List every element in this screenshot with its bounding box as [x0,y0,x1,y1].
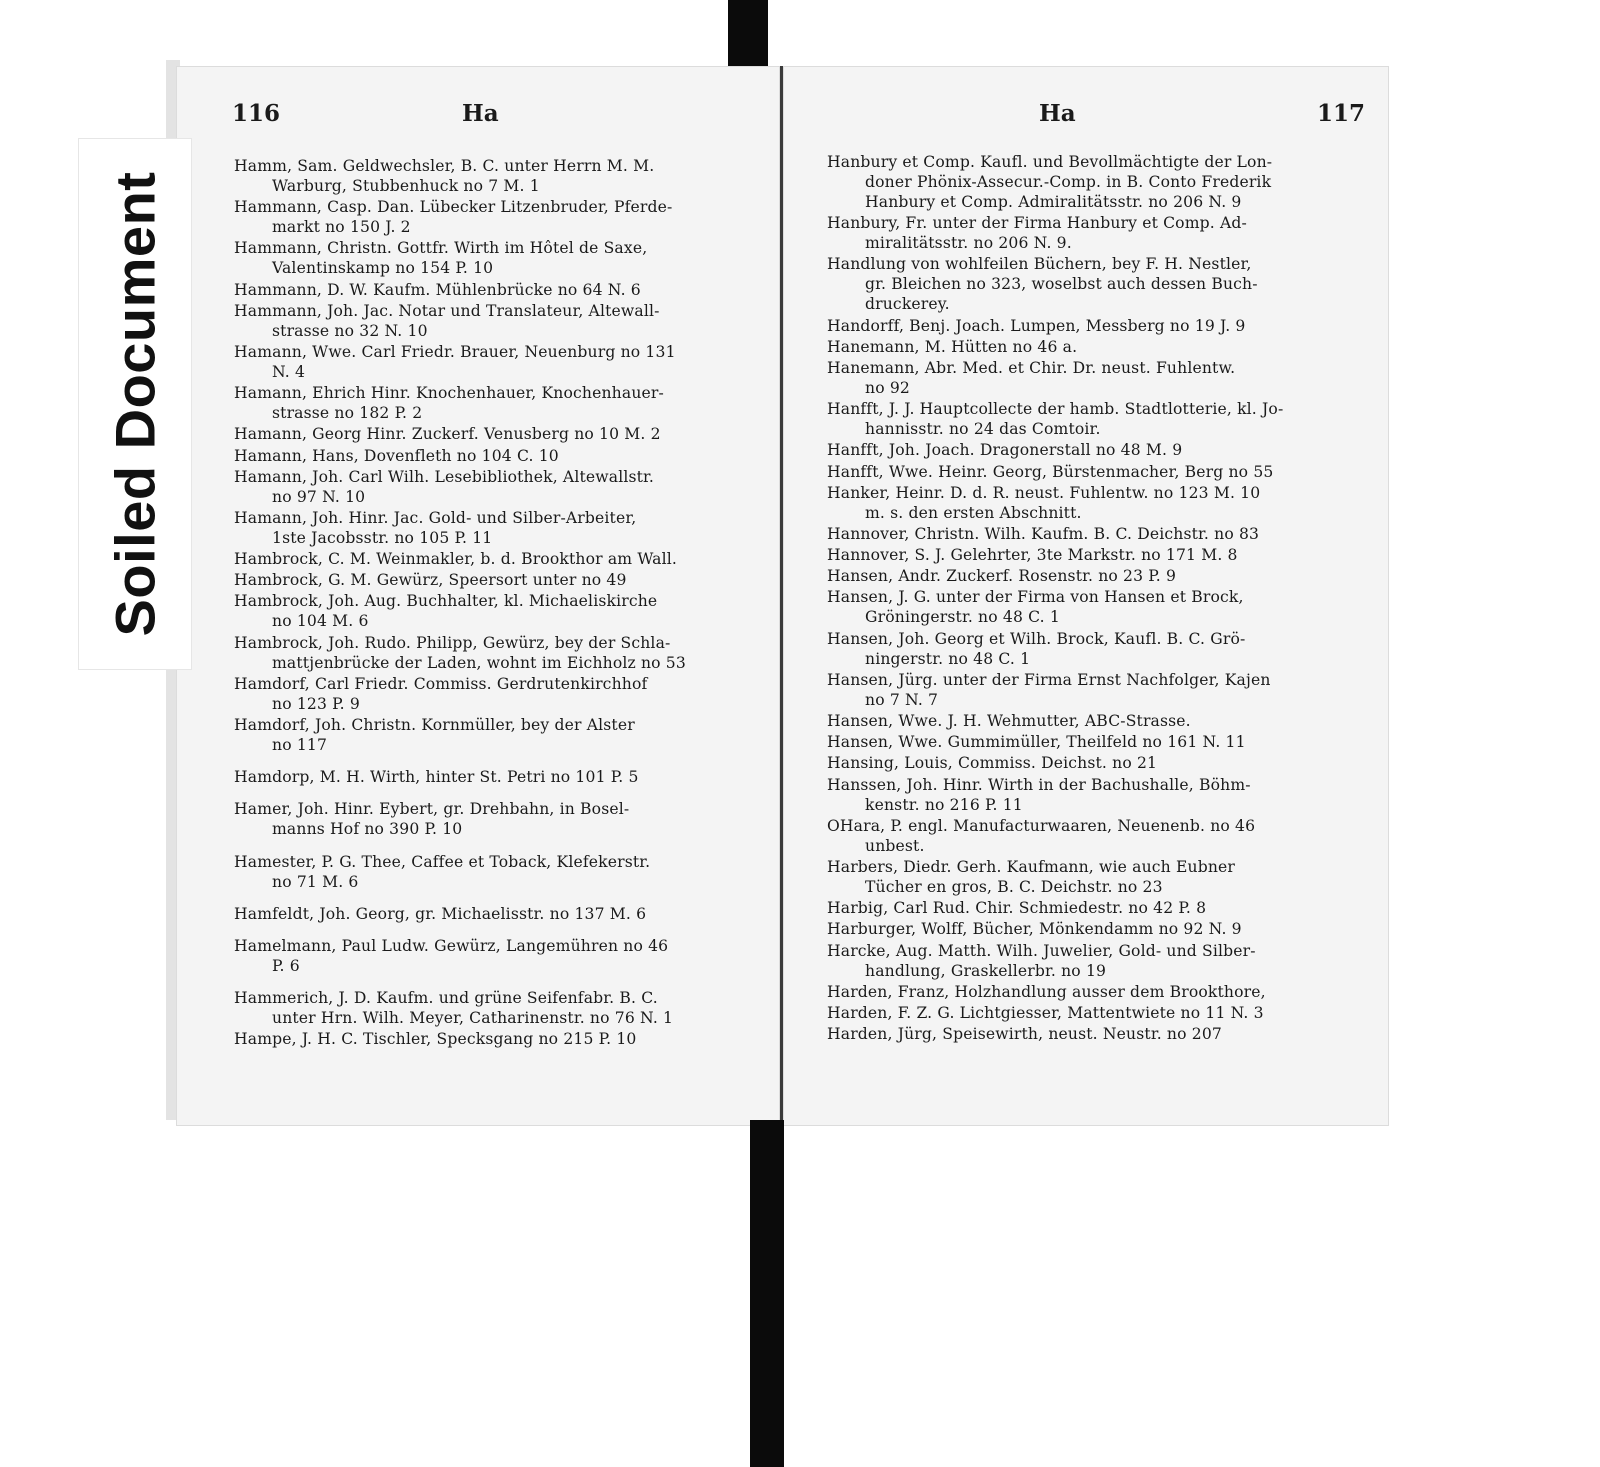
entry-line: Hanker, Heinr. D. d. R. neust. Fuhlentw. no 123 M. 10 [827,483,1261,502]
entry-line: Hambrock, C. M. Weinmakler, b. d. Brookthor am Wall. [234,550,677,569]
entry-line: Hammann, Joh. Jac. Notar und Translateur, Altewall- [234,301,660,320]
entry-line: Hannover, Christn. Wilh. Kaufm. B. C. Deichstr. no 83 [827,524,1260,543]
right-page-header: Ha [1039,100,1076,127]
entry-line: Hansen, Joh. Georg et Wilh. Brock, Kaufl. B. C. Grö- [827,629,1246,648]
directory-entry [234,591,744,631]
entry-line: Hammerich, J. D. Kaufm. und grüne Seifenfabr. B. C. [234,989,658,1008]
entry-continuation: Valentinskamp no 154 P. 10 [272,259,494,278]
directory-entry [234,342,744,382]
directory-entry [827,254,1359,314]
directory-entry [827,483,1359,523]
directory-entry [827,775,1359,815]
entry-line: Harden, Franz, Holzhandlung ausser dem Brookthore, [827,982,1266,1001]
entry-line: Hanfft, Joh. Joach. Dragonerstall no 48 M. 9 [827,441,1183,460]
directory-entry [234,301,744,341]
directory-entry [827,1024,1359,1044]
entry-line: Harburger, Wolff, Bücher, Mönkendamm no 92 N. 9 [827,920,1242,939]
entry-line: Harden, Jürg, Speisewirth, neust. Neustr. no 207 [827,1025,1222,1044]
entry-line: Hamer, Joh. Hinr. Eybert, gr. Drehbahn, in Bosel- [234,800,630,819]
entry-spacer [234,893,744,904]
entry-line: Hansen, Andr. Zuckerf. Rosenstr. no 23 P. 9 [827,567,1177,586]
entry-continuation: 1ste Jacobsstr. no 105 P. 11 [272,528,493,547]
entry-continuation: druckerey. [865,295,950,314]
entry-line: Hammann, Christn. Gottfr. Wirth im Hôtel de Saxe, [234,239,648,258]
entry-line: Hammann, D. W. Kaufm. Mühlenbrücke no 64 N. 6 [234,280,641,299]
entry-line: Hamann, Wwe. Carl Friedr. Brauer, Neuenburg no 131 [234,342,676,361]
entry-line: Handlung von wohlfeilen Büchern, bey F. H. Nestler, [827,255,1252,274]
directory-entry [827,587,1359,627]
spine-marker-bottom [750,1120,784,1467]
right-page [783,66,1389,1126]
directory-entry [234,446,744,466]
entry-line: Hanssen, Joh. Hinr. Wirth in der Bachushalle, Böhm- [827,775,1251,794]
directory-entry [234,156,744,196]
directory-entry [827,711,1359,731]
entry-continuation: m. s. den ersten Abschnitt. [865,503,1082,522]
left-page-number: 116 [232,100,281,127]
directory-entry [234,197,744,237]
entry-line: Hamann, Hans, Dovenfleth no 104 C. 10 [234,446,559,465]
entry-line: Hammann, Casp. Dan. Lübecker Litzenbruder, Pferde- [234,198,673,217]
entry-continuation: N. 4 [272,362,306,381]
directory-entry [234,280,744,300]
soiled-document-label: Soiled Document [103,171,167,637]
directory-entry [827,566,1359,586]
entry-line: Hanfft, J. J. Hauptcollecte der hamb. Stadtlotterie, kl. Jo- [827,400,1284,419]
entry-line: Hamann, Joh. Hinr. Jac. Gold- und Silber-Arbeiter, [234,508,637,527]
directory-entry [827,753,1359,773]
entry-continuation: Hanbury et Comp. Admiralitätsstr. no 206 N. 9 [865,193,1242,211]
entry-continuation: handlung, Graskellerbr. no 19 [865,961,1107,980]
entry-line: Hanbury et Comp. Kaufl. und Bevollmächtigte der Lon- [827,153,1273,171]
entry-line: Hambrock, Joh. Rudo. Philipp, Gewürz, bey der Schla- [234,633,671,652]
entry-spacer [234,925,744,936]
entry-continuation: no 104 M. 6 [272,612,369,631]
entry-line: Hansen, J. G. unter der Firma von Hansen et Brock, [827,588,1244,607]
entry-line: Hamann, Ehrich Hinr. Knochenhauer, Knochenhauer- [234,384,664,403]
directory-entry [827,399,1359,439]
entry-continuation: mattjenbrücke der Laden, wohnt im Eichholz no 53 [272,653,686,672]
directory-entry [234,1029,744,1049]
directory-entry [827,462,1359,482]
entry-continuation: Warburg, Stubbenhuck no 7 M. 1 [272,177,540,195]
entry-line: Harbig, Carl Rud. Chir. Schmiedestr. no 42 P. 8 [827,899,1207,918]
directory-entry [827,982,1359,1002]
entry-continuation: manns Hof no 390 P. 10 [272,820,463,839]
entry-line: Handorff, Benj. Joach. Lumpen, Messberg no 19 J. 9 [827,316,1246,335]
entry-line: Hansing, Louis, Commiss. Deichst. no 21 [827,754,1158,773]
entry-line: OHara, P. engl. Manufacturwaaren, Neuenenb. no 46 [827,816,1256,835]
directory-entry [234,549,744,569]
entry-spacer [234,788,744,799]
directory-entry [827,670,1359,710]
directory-entry [827,898,1359,918]
directory-entry [827,732,1359,752]
entry-line: Hamann, Georg Hinr. Zuckerf. Venusberg no 10 M. 2 [234,425,661,444]
directory-entry [234,424,744,444]
entry-continuation: Tücher en gros, B. C. Deichstr. no 23 [865,877,1163,896]
entry-line: Hansen, Wwe. Gummimüller, Theilfeld no 161 N. 11 [827,733,1246,752]
entry-line: Hambrock, Joh. Aug. Buchhalter, kl. Michaeliskirche [234,592,658,611]
entry-line: Hamm, Sam. Geldwechsler, B. C. unter Herrn M. M. [234,157,655,175]
entry-continuation: strasse no 32 N. 10 [272,321,428,340]
directory-entry [827,857,1359,897]
entry-continuation: doner Phönix-Assecur.-Comp. in B. Conto Frederik [865,173,1272,191]
entry-line: Harden, F. Z. G. Lichtgiesser, Mattentwiete no 11 N. 3 [827,1003,1264,1022]
entry-line: Hamester, P. G. Thee, Caffee et Toback, Klefekerstr. [234,852,651,871]
entry-spacer [234,756,744,767]
entry-continuation: no 92 [865,378,910,397]
entry-line: Hanemann, Abr. Med. et Chir. Dr. neust. Fuhlentw. [827,358,1236,377]
directory-entry [234,767,744,787]
entry-line: Hannover, S. J. Gelehrter, 3te Markstr. no 171 M. 8 [827,546,1238,565]
directory-entry [827,629,1359,669]
entry-continuation: unter Hrn. Wilh. Meyer, Catharinenstr. no 76 N. 1 [272,1009,674,1028]
directory-entry [234,467,744,507]
entry-line: Hamdorf, Joh. Christn. Kornmüller, bey der Alster [234,716,635,734]
entry-continuation: no 97 N. 10 [272,487,366,506]
directory-entry [827,919,1359,939]
entry-continuation: Gröningerstr. no 48 C. 1 [865,608,1060,627]
entry-continuation: no 71 M. 6 [272,872,359,891]
entry-line: Harcke, Aug. Matth. Wilh. Juwelier, Gold- und Silber- [827,941,1256,960]
entry-line: Hansen, Wwe. J. H. Wehmutter, ABC-Strasse. [827,712,1191,730]
directory-entry [234,988,744,1028]
entry-line: Hamann, Joh. Carl Wilh. Lesebibliothek, Altewallstr. [234,467,655,486]
entry-line: Hamfeldt, Joh. Georg, gr. Michaelisstr. no 137 M. 6 [234,904,647,923]
directory-entry [827,316,1359,336]
directory-entry [234,936,744,976]
entry-continuation: no 117 [272,736,328,754]
directory-entry [234,799,744,839]
directory-entry [827,545,1359,565]
entry-line: Hanemann, M. Hütten no 46 a. [827,337,1078,356]
directory-entry [234,238,744,278]
entry-continuation: no 7 N. 7 [865,690,939,709]
directory-entry [234,633,744,673]
entry-continuation: no 123 P. 9 [272,694,360,713]
entry-continuation: ningerstr. no 48 C. 1 [865,649,1031,668]
entry-continuation: strasse no 182 P. 2 [272,404,423,423]
entry-spacer [234,977,744,988]
directory-entry [827,152,1359,212]
right-entry-list [827,152,1359,1045]
entry-line: Hamdorf, Carl Friedr. Commiss. Gerdrutenkirchhof [234,674,648,693]
directory-entry [234,508,744,548]
entry-line: Harbers, Diedr. Gerh. Kaufmann, wie auch Eubner [827,857,1236,876]
directory-entry [827,1003,1359,1023]
directory-entry [234,674,744,714]
directory-entry [827,941,1359,981]
entry-line: Hambrock, G. M. Gewürz, Speersort unter no 49 [234,571,627,590]
directory-entry [234,715,744,755]
left-entry-list [234,156,744,1051]
entry-spacer [234,841,744,852]
entry-line: Hansen, Jürg. unter der Firma Ernst Nachfolger, Kajen [827,670,1271,689]
entry-continuation: unbest. [865,836,925,855]
entry-line: Hamelmann, Paul Ludw. Gewürz, Langemühren no 46 [234,936,669,955]
directory-entry [827,213,1359,253]
entry-continuation: markt no 150 J. 2 [272,218,411,237]
entry-line: Hanfft, Wwe. Heinr. Georg, Bürstenmacher, Berg no 55 [827,462,1274,481]
right-page-number: 117 [1317,100,1366,127]
directory-entry [827,337,1359,357]
directory-entry [827,440,1359,460]
spine-marker-top [728,0,768,68]
left-page-header: Ha [462,100,499,127]
entry-continuation: miralitätsstr. no 206 N. 9. [865,234,1072,253]
directory-entry [234,852,744,892]
entry-line: Hamdorp, M. H. Wirth, hinter St. Petri no 101 P. 5 [234,768,639,787]
directory-entry [827,816,1359,856]
directory-entry [827,524,1359,544]
directory-entry [234,904,744,924]
entry-continuation: gr. Bleichen no 323, woselbst auch dessen Buch- [865,275,1258,294]
entry-continuation: P. 6 [272,956,300,975]
directory-entry [827,358,1359,398]
entry-continuation: kenstr. no 216 P. 11 [865,795,1023,814]
directory-entry [234,383,744,423]
entry-line: Hampe, J. H. C. Tischler, Specksgang no 215 P. 10 [234,1030,637,1049]
entry-continuation: hannisstr. no 24 das Comtoir. [865,420,1101,439]
soiled-document-stamp [78,138,192,670]
entry-line: Hanbury, Fr. unter der Firma Hanbury et Comp. Ad- [827,214,1247,233]
left-page [176,66,783,1126]
directory-entry [234,570,744,590]
